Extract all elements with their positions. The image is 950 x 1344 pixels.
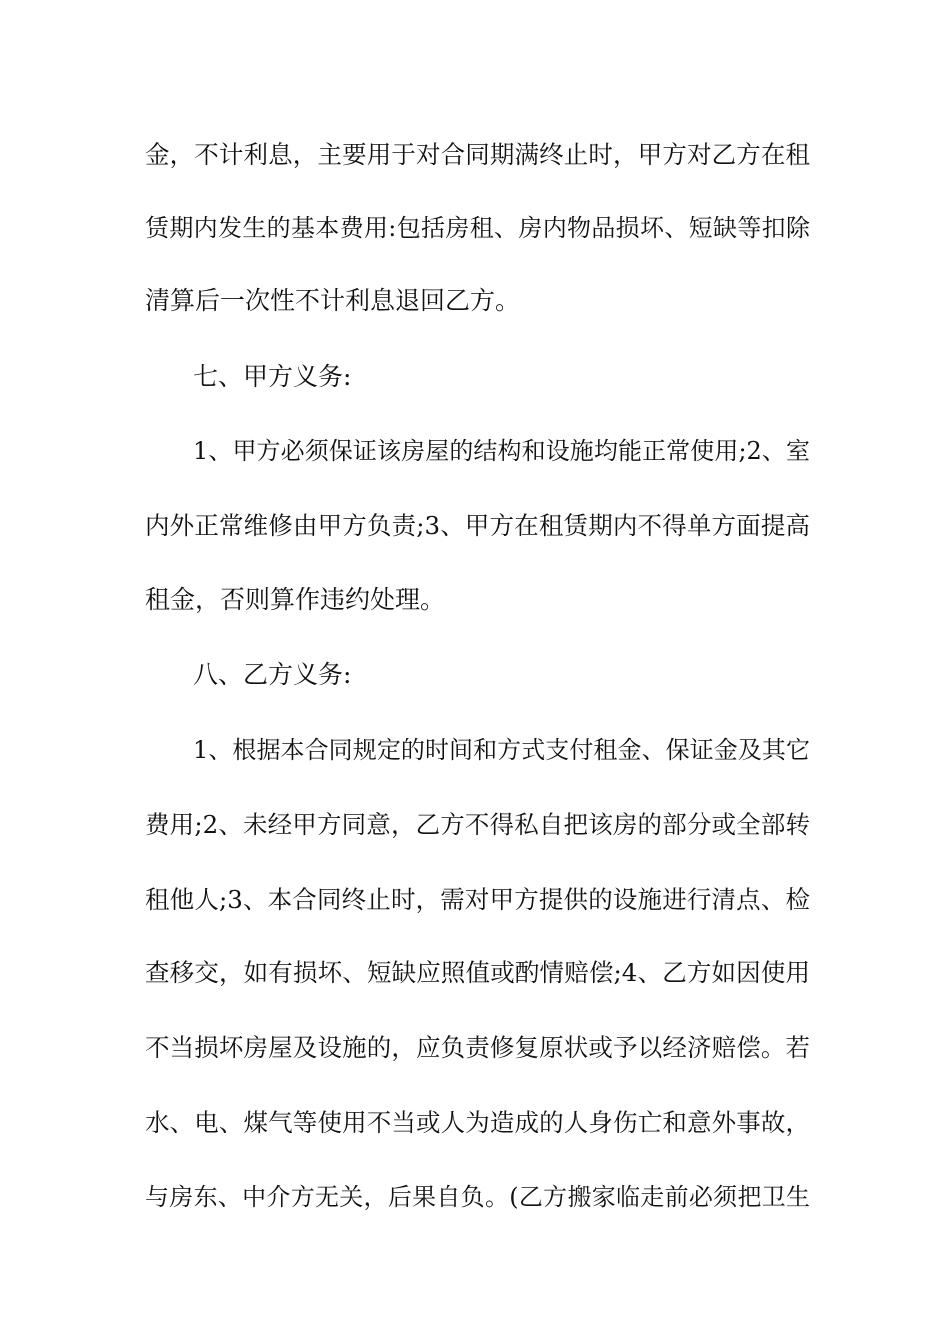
section-heading: 八、乙方义务: xyxy=(193,660,352,689)
text-line: 费用;2、未经甲方同意，乙方不得私自把该房的部分或全部转 xyxy=(145,810,810,839)
text-line: 与房东、中介方无关，后果自负。(乙方搬家临走前必须把卫生 xyxy=(145,1183,810,1211)
text-line: 金，不计利息，主要用于对合同期满终止时，甲方对乙方在租 xyxy=(145,140,810,169)
text-line: 内外正常维修由甲方负责;3、甲方在租赁期内不得单方面提高 xyxy=(145,511,810,540)
text-line: 不当损坏房屋及设施的，应负责修复原状或予以经济赔偿。若 xyxy=(145,1033,810,1062)
text-line: 1、甲方必须保证该房屋的结构和设施均能正常使用;2、室 xyxy=(193,437,810,465)
text-line: 租他人;3、本合同终止时，需对甲方提供的设施进行清点、检 xyxy=(145,885,810,914)
text-line: 清算后一次性不计利息退回乙方。 xyxy=(145,286,521,315)
section-heading: 七、甲方义务: xyxy=(193,362,352,391)
text-line: 水、电、煤气等使用不当或人为造成的人身伤亡和意外事故， xyxy=(145,1108,810,1137)
text-line: 赁期内发生的基本费用:包括房租、房内物品损坏、短缺等扣除 xyxy=(145,214,810,242)
text-line: 查移交，如有损坏、短缺应照值或酌情赔偿;4、乙方如因使用 xyxy=(145,958,810,987)
text-line: 租金，否则算作违约处理。 xyxy=(145,585,446,614)
text-line: 1、根据本合同规定的时间和方式支付租金、保证金及其它 xyxy=(193,736,810,764)
